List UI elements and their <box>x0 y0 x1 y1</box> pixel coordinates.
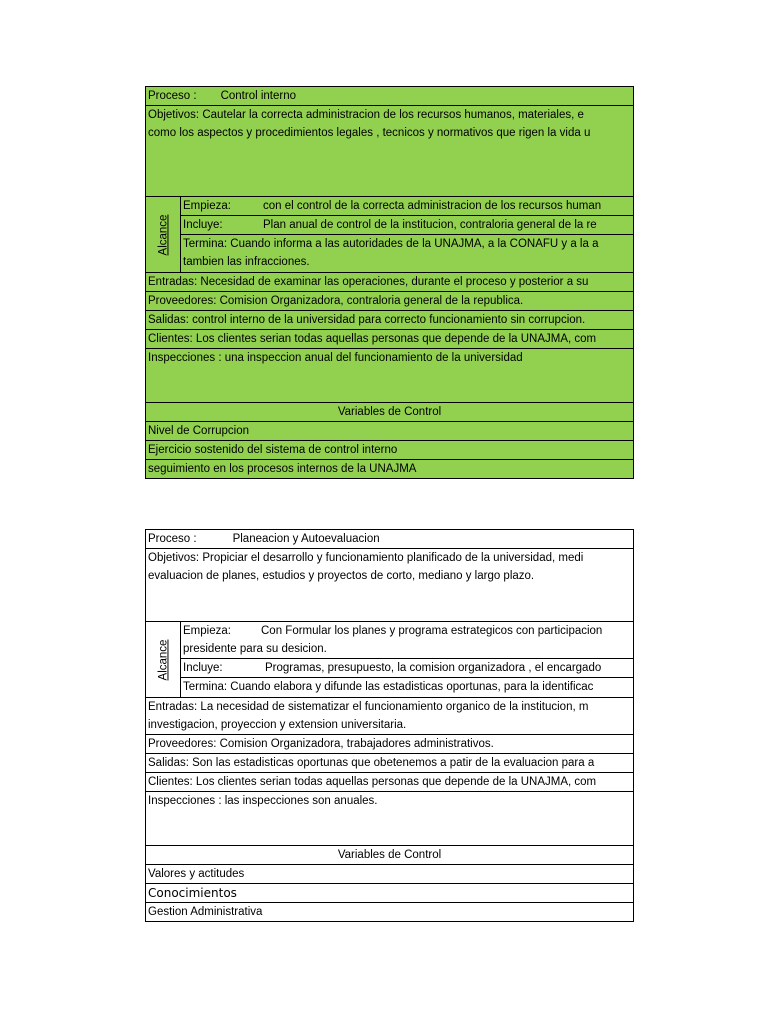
objectives-cell <box>146 106 634 197</box>
incluye-label: Incluye: <box>183 219 223 231</box>
empieza-text: Con Formular los planes y programa estrategicos con participacion <box>261 625 603 637</box>
empieza-line: presidente para su desicion. <box>183 643 327 655</box>
termina-row <box>181 235 633 271</box>
incluye-text: Programas, presupuesto, la comision organizadora , el encargado <box>265 662 602 674</box>
variables-header: Variables de Control <box>146 403 634 422</box>
process-name: Control interno <box>220 90 297 102</box>
termina-line: Termina: Cuando informa a las autoridades de la UNAJMA, a la CONAFU y a la a <box>183 238 599 250</box>
inspecciones-text: Inspecciones : las inspecciones son anuales. <box>148 795 378 807</box>
process-row <box>146 530 634 549</box>
objectives-line: evaluacion de planes, estudios y proyectos de corto, mediano y largo plazo. <box>148 570 535 582</box>
entradas-row <box>146 698 634 735</box>
variable-item: Ejercicio sostenido del sistema de control interno <box>146 441 634 460</box>
incluye-row <box>181 216 633 235</box>
termina-line: Termina: Cuando elabora y difunde las estadisticas oportunas, para la identificac <box>183 681 594 693</box>
incluye-label: Incluye: <box>183 662 223 674</box>
objectives-line: Objetivos: Cautelar la correcta administracion de los recursos humanos, materiales, e <box>148 109 584 121</box>
process-row <box>146 87 634 106</box>
entradas-row: Entradas: Necesidad de examinar las operaciones, durante el proceso y posterior a su <box>146 273 634 292</box>
entradas-line: Entradas: La necesidad de sistematizar el funcionamiento organico de la institucion, m <box>148 701 589 713</box>
termina-row <box>181 678 633 696</box>
variables-header: Variables de Control <box>146 846 634 865</box>
alcance-block <box>146 197 634 273</box>
empieza-label: Empieza: <box>183 200 231 212</box>
salidas-row: Salidas: control interno de la universidad para correcto funcionamiento sin corrupcion. <box>146 311 634 330</box>
clientes-row: Clientes: Los clientes serian todas aquellas personas que depende de la UNAJMA, com <box>146 773 634 792</box>
termina-line: tambien las infracciones. <box>183 256 310 268</box>
inspecciones-row <box>146 349 634 403</box>
objectives-line: Objetivos: Propiciar el desarrollo y funcionamiento planificado de la universidad, medi <box>148 552 584 564</box>
empieza-row <box>181 197 633 216</box>
proveedores-row: Proveedores: Comision Organizadora, trabajadores administrativos. <box>146 735 634 754</box>
entradas-line: investigacion, proyeccion y extension universitaria. <box>148 719 407 731</box>
empieza-text: con el control de la correcta administracion de los recursos human <box>263 200 602 212</box>
proveedores-row: Proveedores: Comision Organizadora, contraloria general de la republica. <box>146 292 634 311</box>
objectives-line: como los aspectos y procedimientos legales , tecnicos y normativos que rigen la vida u <box>148 127 591 139</box>
incluye-row <box>181 659 633 678</box>
incluye-text: Plan anual de control de la institucion, contraloria general de la re <box>263 219 597 231</box>
alcance-block <box>146 622 634 698</box>
process-label: Proceso : <box>148 533 197 545</box>
variable-item: Gestion Administrativa <box>146 903 634 922</box>
control-interno-table <box>145 86 634 479</box>
variable-item: Nivel de Corrupcion <box>146 422 634 441</box>
process-name: Planeacion y Autoevaluacion <box>232 533 380 545</box>
variable-item: Conocimientos <box>146 884 634 903</box>
empieza-label: Empieza: <box>183 625 231 637</box>
alcance-label: Alcance <box>146 197 181 272</box>
salidas-row: Salidas: Son las estadisticas oportunas que obetenemos a patir de la evaluacion para a <box>146 754 634 773</box>
alcance-label: Alcance <box>146 622 181 697</box>
planeacion-table <box>145 529 634 922</box>
empieza-row <box>181 622 633 659</box>
process-label: Proceso : <box>148 90 197 102</box>
variable-item: Valores y actitudes <box>146 865 634 884</box>
objectives-cell <box>146 549 634 622</box>
inspecciones-row <box>146 792 634 846</box>
inspecciones-text: Inspecciones : una inspeccion anual del funcionamiento de la universidad <box>148 352 523 364</box>
clientes-row: Clientes: Los clientes serian todas aquellas personas que depende de la UNAJMA, com <box>146 330 634 349</box>
variable-item: seguimiento en los procesos internos de la UNAJMA <box>146 460 634 479</box>
